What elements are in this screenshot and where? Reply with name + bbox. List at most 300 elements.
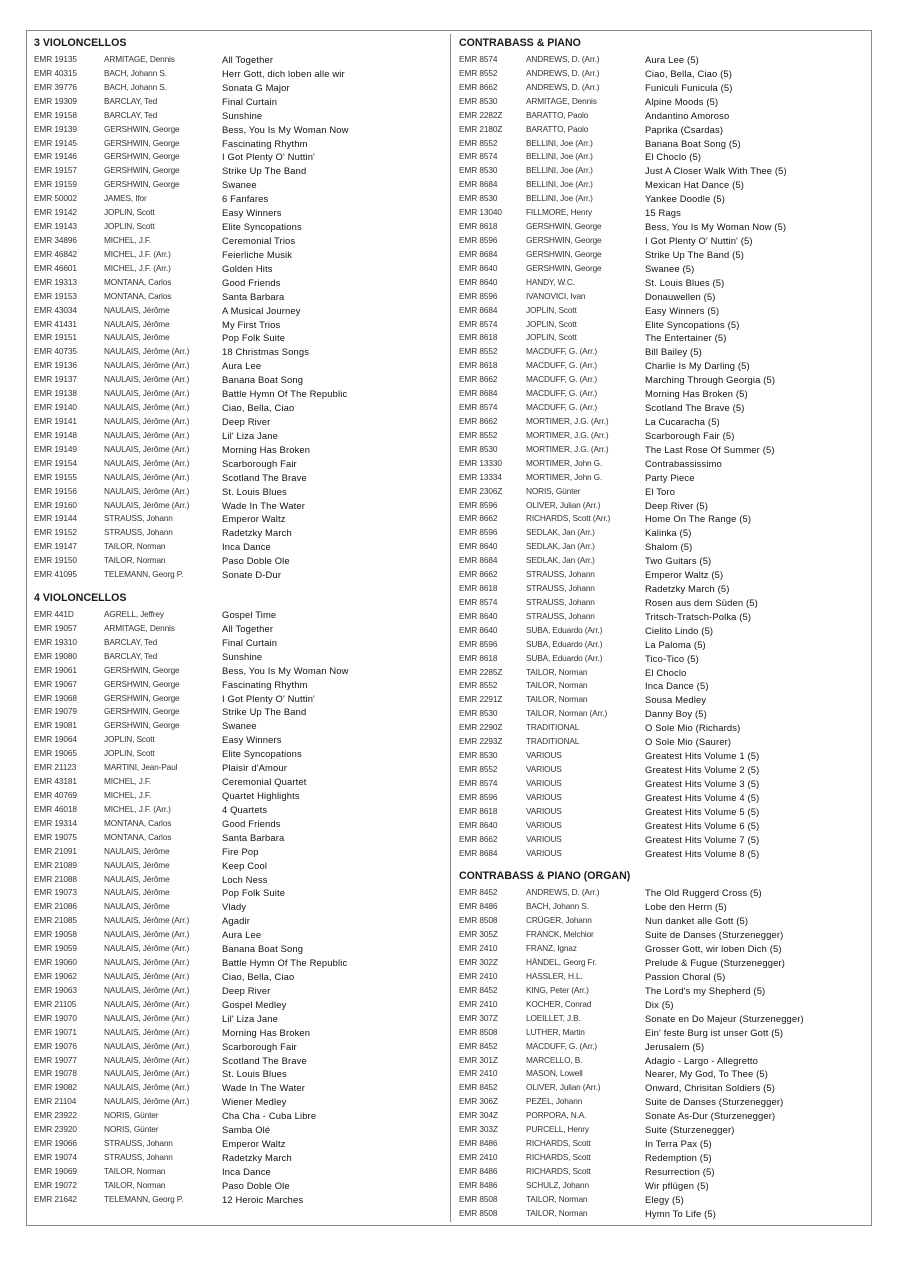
composer-name: VARIOUS: [526, 833, 562, 844]
work-title: Morning Has Broken: [222, 1026, 311, 1038]
catalog-number: EMR 13330: [459, 457, 502, 468]
catalog-row: [34, 859, 446, 873]
catalog-number: EMR 19142: [34, 207, 77, 218]
catalog-row: [34, 900, 446, 914]
work-title: Suite de Danses (Sturzenegger): [645, 929, 784, 941]
catalog-number: EMR 19144: [34, 513, 77, 524]
composer-name: GERSHWIN, George: [526, 221, 602, 232]
catalog-number: EMR 8552: [459, 680, 498, 691]
composer-name: NAULAIS, Jérôme: [104, 332, 170, 343]
catalog-number: EMR 8552: [459, 137, 498, 148]
catalog-row: [34, 457, 446, 471]
catalog-number: EMR 46601: [34, 262, 77, 273]
composer-name: STRAUSS, Johann: [104, 513, 173, 524]
work-title: Santa Barbara: [222, 831, 285, 843]
work-title: Paprika (Csardas): [645, 123, 724, 135]
catalog-row: [459, 1026, 867, 1040]
work-title: Pop Folk Suite: [222, 332, 286, 344]
catalog-row: [459, 652, 867, 666]
catalog-row: [459, 499, 867, 513]
catalog-number: EMR 8640: [459, 262, 498, 273]
work-title: Paso Doble Ole: [222, 1179, 290, 1191]
composer-name: NAULAIS, Jérôme (Arr.): [104, 360, 190, 371]
work-title: Funiculi Funicula (5): [645, 81, 733, 93]
work-title: Greatest Hits Volume 7 (5): [645, 833, 760, 845]
catalog-row: [459, 401, 867, 415]
work-title: Aura Lee: [222, 360, 262, 372]
work-title: Cha Cha - Cuba Libre: [222, 1110, 317, 1122]
work-title: Adagio - Largo - Allegretto: [645, 1054, 758, 1066]
composer-name: BELLINI, Joe (Arr.): [526, 165, 593, 176]
work-title: A Musical Journey: [222, 304, 301, 316]
catalog-row: [34, 471, 446, 485]
work-title: Greatest Hits Volume 6 (5): [645, 819, 760, 831]
work-title: Fascinating Rhythm: [222, 678, 308, 690]
catalog-row: [459, 331, 867, 345]
composer-name: NAULAIS, Jérôme (Arr.): [104, 402, 190, 413]
section-title: CONTRABASS & PIANO: [459, 37, 581, 49]
composer-name: NAULAIS, Jérôme (Arr.): [104, 415, 190, 426]
work-title: Strike Up The Band: [222, 706, 307, 718]
work-title: Just A Closer Walk With Thee (5): [645, 165, 787, 177]
work-title: Easy Winners (5): [645, 304, 720, 316]
catalog-row: [34, 1012, 446, 1026]
catalog-row: [34, 650, 446, 664]
work-title: Good Friends: [222, 817, 281, 829]
catalog-number: EMR 19149: [34, 443, 77, 454]
catalog-row: [459, 1137, 867, 1151]
work-title: Fire Pop: [222, 845, 259, 857]
catalog-number: EMR 19138: [34, 388, 77, 399]
catalog-number: EMR 2410: [459, 943, 498, 954]
catalog-row: [34, 373, 446, 387]
catalog-row: [34, 164, 446, 178]
catalog-number: EMR 8552: [459, 764, 498, 775]
work-title: Suite (Sturzenegger): [645, 1124, 735, 1136]
catalog-number: EMR 8452: [459, 887, 498, 898]
catalog-number: EMR 19082: [34, 1082, 77, 1093]
composer-name: BARCLAY, Ted: [104, 636, 158, 647]
composer-name: STRAUSS, Johann: [526, 583, 595, 594]
catalog-row: [459, 485, 867, 499]
composer-name: ANDREWS, D. (Arr.): [526, 54, 600, 64]
catalog-number: EMR 13334: [459, 471, 502, 482]
work-title: Scarborough Fair (5): [645, 429, 735, 441]
composer-name: JAMES, Ifor: [104, 193, 147, 204]
catalog-number: EMR 21089: [34, 859, 77, 870]
composer-name: BARATTO, Paolo: [526, 123, 589, 134]
catalog-number: EMR 8684: [459, 388, 498, 399]
composer-name: GERSHWIN, George: [104, 678, 180, 689]
catalog-row: [459, 318, 867, 332]
work-title: Easy Winners: [222, 207, 282, 219]
work-title: Resurrection (5): [645, 1165, 715, 1177]
composer-name: GERSHWIN, George: [104, 692, 180, 703]
work-title: Elite Syncopations (5): [645, 318, 740, 330]
work-title: Cielito Lindo (5): [645, 624, 714, 636]
section-contrabass-piano-organ: [459, 867, 867, 1220]
composer-name: GERSHWIN, George: [104, 151, 180, 162]
composer-name: STRAUSS, Johann: [526, 610, 595, 621]
composer-name: HASSLER, H.L.: [526, 971, 583, 981]
catalog-row: [34, 387, 446, 401]
catalog-row: [459, 970, 867, 984]
composer-name: TAILOR, Norman: [526, 666, 588, 677]
composer-name: IVANOVICI, Ivan: [526, 290, 586, 301]
catalog-row: [34, 304, 446, 318]
composer-name: ANDREWS, D. (Arr.): [526, 81, 600, 92]
catalog-number: EMR 2180Z: [459, 123, 503, 134]
catalog-number: EMR 8618: [459, 221, 498, 232]
catalog-row: [459, 429, 867, 443]
composer-name: BACH, Johann S.: [104, 67, 167, 78]
work-title: Scotland The Brave: [222, 1054, 307, 1066]
catalog-row: [34, 318, 446, 332]
composer-name: BACH, Johann S.: [526, 901, 589, 912]
catalog-number: EMR 2290Z: [459, 722, 503, 733]
catalog-row: [34, 817, 446, 831]
composer-name: JOPLIN, Scott: [526, 318, 577, 329]
catalog-list: [34, 53, 446, 582]
catalog-row: [459, 1151, 867, 1165]
catalog-row: [459, 956, 867, 970]
work-title: Final Curtain: [222, 636, 278, 648]
section-title: 4 VIOLONCELLOS: [34, 592, 127, 605]
catalog-row: [34, 831, 446, 845]
work-title: Dix (5): [645, 998, 674, 1010]
composer-name: GERSHWIN, George: [104, 706, 180, 717]
work-title: Sunshine: [222, 650, 263, 662]
catalog-row: [459, 928, 867, 942]
work-title: O Sole Mio (Saurer): [645, 736, 732, 748]
catalog-number: EMR 19310: [34, 636, 77, 647]
work-title: Rosen aus dem Süden (5): [645, 596, 758, 608]
work-title: 15 Rags: [645, 207, 681, 219]
catalog-row: [459, 777, 867, 791]
catalog-number: EMR 8640: [459, 624, 498, 635]
work-title: Shalom (5): [645, 541, 693, 553]
catalog-row: [459, 178, 867, 192]
catalog-number: EMR 19152: [34, 527, 77, 538]
catalog-row: [34, 512, 446, 526]
catalog-number: EMR 46842: [34, 248, 77, 259]
catalog-row: [459, 1095, 867, 1109]
catalog-number: EMR 19079: [34, 706, 77, 717]
catalog-number: EMR 8530: [459, 708, 498, 719]
work-title: Swanee (5): [645, 262, 695, 274]
catalog-number: EMR 8662: [459, 415, 498, 426]
catalog-number: EMR 19081: [34, 720, 77, 731]
work-title: Ciao, Bella, Ciao (5): [645, 67, 733, 79]
composer-name: SUBA, Eduardo (Arr.): [526, 638, 603, 649]
composer-name: GERSHWIN, George: [104, 165, 180, 176]
composer-name: MONTANA, Carlos: [104, 817, 172, 828]
catalog-row: [34, 443, 446, 457]
catalog-number: EMR 8552: [459, 67, 498, 78]
work-title: Gospel Time: [222, 609, 277, 621]
work-title: Hymn To Life (5): [645, 1207, 716, 1219]
catalog-number: EMR 19154: [34, 457, 77, 468]
catalog-number: EMR 39776: [34, 81, 77, 92]
composer-name: VARIOUS: [526, 764, 562, 775]
composer-name: GERSHWIN, George: [104, 664, 180, 675]
work-title: Sonate D-Dur: [222, 569, 282, 581]
work-title: Onward, Chrisitan Soldiers (5): [645, 1082, 776, 1094]
catalog-row: [34, 928, 446, 942]
work-title: Swanee: [222, 179, 257, 191]
work-title: The Old Ruggerd Cross (5): [645, 887, 762, 899]
catalog-number: EMR 8684: [459, 248, 498, 259]
catalog-number: EMR 8684: [459, 555, 498, 566]
work-title: Passion Choral (5): [645, 971, 726, 982]
section-3-violoncellos: [34, 34, 446, 582]
catalog-row: [459, 693, 867, 707]
work-title: Prelude & Fugue (Sturzenegger): [645, 957, 785, 969]
catalog-row: [34, 942, 446, 956]
composer-name: VARIOUS: [526, 750, 562, 761]
composer-name: NORIS, Günter: [526, 485, 581, 496]
catalog-number: EMR 2293Z: [459, 736, 503, 747]
composer-name: BELLINI, Joe (Arr.): [526, 151, 593, 162]
catalog-row: [459, 791, 867, 805]
composer-name: VARIOUS: [526, 819, 562, 830]
composer-name: MACDUFF, G. (Arr.): [526, 360, 598, 371]
section-contrabass-piano: [459, 34, 867, 860]
composer-name: JOPLIN, Scott: [104, 734, 155, 745]
catalog-row: [459, 1165, 867, 1179]
catalog-row: [34, 1151, 446, 1165]
catalog-number: EMR 19068: [34, 692, 77, 703]
work-title: Keep Cool: [222, 859, 268, 871]
catalog-number: EMR 19157: [34, 165, 77, 176]
composer-name: NAULAIS, Jérôme (Arr.): [104, 388, 190, 399]
work-title: Bess, You Is My Woman Now (5): [645, 221, 787, 233]
work-title: Strike Up The Band (5): [645, 248, 745, 260]
composer-name: SEDLAK, Jan (Arr.): [526, 541, 595, 552]
catalog-number: EMR 19145: [34, 137, 77, 148]
work-title: Scotland The Brave (5): [645, 402, 745, 414]
work-title: Easy Winners: [222, 734, 282, 746]
composer-name: NAULAIS, Jérôme (Arr.): [104, 943, 190, 954]
composer-name: GERSHWIN, George: [104, 123, 180, 134]
catalog-row: [34, 262, 446, 276]
work-title: Bess, You Is My Woman Now: [222, 123, 349, 135]
catalog-number: EMR 8596: [459, 234, 498, 245]
work-title: Greatest Hits Volume 8 (5): [645, 847, 760, 859]
composer-name: NORIS, Günter: [104, 1124, 159, 1135]
work-title: Inca Dance: [222, 541, 271, 553]
composer-name: NAULAIS, Jérôme (Arr.): [104, 929, 190, 940]
catalog-row: [34, 415, 446, 429]
catalog-row: [459, 415, 867, 429]
catalog-row: [34, 499, 446, 513]
work-title: Charlie Is My Darling (5): [645, 360, 750, 372]
composer-name: ARMITAGE, Dennis: [526, 95, 597, 106]
catalog-row: [459, 540, 867, 554]
catalog-number: EMR 8486: [459, 1179, 498, 1190]
catalog-row: [459, 164, 867, 178]
work-title: Good Friends: [222, 276, 281, 288]
catalog-row: [34, 1165, 446, 1179]
catalog-row: [459, 666, 867, 680]
catalog-row: [459, 150, 867, 164]
work-title: Greatest Hits Volume 1 (5): [645, 750, 760, 762]
composer-name: BARATTO, Paolo: [526, 109, 589, 120]
catalog-row: [34, 220, 446, 234]
work-title: Gospel Medley: [222, 998, 287, 1010]
composer-name: BARCLAY, Ted: [104, 109, 158, 120]
work-title: Radetzky March: [222, 1151, 292, 1163]
composer-name: GERSHWIN, George: [526, 262, 602, 273]
work-title: Wir pflügen (5): [645, 1179, 709, 1191]
catalog-row: [34, 429, 446, 443]
catalog-row: [34, 775, 446, 789]
catalog-number: EMR 34896: [34, 234, 77, 245]
catalog-number: EMR 302Z: [459, 957, 498, 968]
catalog-row: [34, 67, 446, 81]
catalog-row: [459, 276, 867, 290]
catalog-row: [34, 554, 446, 568]
work-title: Final Curtain: [222, 95, 278, 107]
catalog-number: EMR 21105: [34, 998, 77, 1009]
catalog-number: EMR 19309: [34, 95, 77, 106]
composer-name: MARCELLO, B.: [526, 1054, 583, 1065]
catalog-row: [459, 457, 867, 471]
composer-name: TELEMANN, Georg P.: [104, 1193, 184, 1204]
catalog-number: EMR 2306Z: [459, 485, 503, 496]
catalog-row: [459, 942, 867, 956]
catalog-number: EMR 8452: [459, 984, 498, 995]
composer-name: NAULAIS, Jérôme: [104, 318, 170, 329]
composer-name: TAILOR, Norman: [104, 555, 166, 566]
catalog-row: [459, 53, 867, 67]
catalog-row: [34, 747, 446, 761]
composer-name: JOPLIN, Scott: [104, 748, 155, 759]
composer-name: LUTHER, Martin: [526, 1026, 585, 1037]
work-title: 4 Quartets: [222, 803, 268, 815]
catalog-number: EMR 8618: [459, 360, 498, 371]
catalog-number: EMR 21085: [34, 915, 77, 926]
composer-name: NAULAIS, Jérôme: [104, 304, 170, 315]
catalog-row: [459, 137, 867, 151]
composer-name: CRÜGER, Johann: [526, 915, 592, 926]
catalog-number: EMR 19061: [34, 664, 77, 675]
catalog-row: [34, 678, 446, 692]
catalog-number: EMR 303Z: [459, 1124, 498, 1135]
composer-name: NAULAIS, Jérôme (Arr.): [104, 485, 190, 496]
work-title: Deep River (5): [645, 499, 709, 511]
catalog-number: EMR 8618: [459, 332, 498, 343]
work-title: Greatest Hits Volume 2 (5): [645, 764, 760, 776]
catalog-row: [34, 150, 446, 164]
composer-name: SEDLAK, Jan (Arr.): [526, 555, 595, 566]
catalog-number: EMR 19067: [34, 678, 77, 689]
catalog-number: EMR 43181: [34, 776, 77, 787]
composer-name: BELLINI, Joe (Arr.): [526, 193, 593, 204]
composer-name: TAILOR, Norman: [104, 541, 166, 552]
catalog-number: EMR 19135: [34, 54, 77, 64]
composer-name: FRANZ, Ignaz: [526, 943, 577, 954]
composer-name: ARMITAGE, Dennis: [104, 54, 175, 64]
catalog-row: [34, 998, 446, 1012]
catalog-row: [34, 53, 446, 67]
work-title: Two Guitars (5): [645, 555, 712, 567]
catalog-number: EMR 23920: [34, 1124, 77, 1135]
composer-name: TAILOR, Norman: [104, 1179, 166, 1190]
catalog-row: [459, 359, 867, 373]
work-title: Jerusalem (5): [645, 1040, 705, 1052]
catalog-number: EMR 23922: [34, 1110, 77, 1121]
catalog-number: EMR 8662: [459, 833, 498, 844]
work-title: Golden Hits: [222, 262, 273, 274]
work-title: Morning Has Broken (5): [645, 388, 748, 400]
composer-name: TAILOR, Norman: [526, 1193, 588, 1204]
catalog-row: [34, 636, 446, 650]
catalog-row: [34, 1067, 446, 1081]
composer-name: OLIVER, Julian (Arr.): [526, 499, 601, 510]
catalog-number: EMR 8596: [459, 499, 498, 510]
catalog-row: [459, 1012, 867, 1026]
catalog-row: [459, 67, 867, 81]
catalog-row: [34, 705, 446, 719]
catalog-number: EMR 301Z: [459, 1054, 498, 1065]
composer-name: NAULAIS, Jérôme (Arr.): [104, 971, 190, 981]
catalog-list: [459, 886, 867, 1220]
work-title: Radetzky March (5): [645, 583, 730, 595]
work-title: Battle Hymn Of The Republic: [222, 957, 348, 969]
composer-name: MICHEL, J.F. (Arr.): [104, 803, 171, 814]
work-title: Scotland The Brave: [222, 471, 307, 483]
composer-name: TAILOR, Norman: [526, 680, 588, 691]
work-title: Deep River: [222, 415, 271, 427]
catalog-row: [459, 1040, 867, 1054]
work-title: Santa Barbara: [222, 290, 285, 302]
catalog-row: [459, 721, 867, 735]
catalog-row: [34, 984, 446, 998]
work-title: Banana Boat Song: [222, 374, 304, 386]
catalog-row: [459, 1207, 867, 1221]
work-title: Tico-Tico (5): [645, 652, 699, 664]
composer-name: NAULAIS, Jérôme (Arr.): [104, 429, 190, 440]
composer-name: NAULAIS, Jérôme (Arr.): [104, 984, 190, 995]
composer-name: NAULAIS, Jérôme (Arr.): [104, 471, 190, 482]
catalog-number: EMR 19066: [34, 1138, 77, 1149]
catalog-number: EMR 8530: [459, 750, 498, 761]
catalog-row: [459, 109, 867, 123]
composer-name: NAULAIS, Jérôme (Arr.): [104, 1096, 190, 1107]
composer-name: NAULAIS, Jérôme (Arr.): [104, 457, 190, 468]
catalog-row: [459, 192, 867, 206]
catalog-row: [459, 596, 867, 610]
work-title: Paso Doble Ole: [222, 555, 290, 567]
catalog-number: EMR 8574: [459, 777, 498, 788]
catalog-row: [34, 290, 446, 304]
catalog-number: EMR 21642: [34, 1193, 77, 1204]
catalog-row: [34, 206, 446, 220]
catalog-row: [34, 192, 446, 206]
composer-name: NAULAIS, Jérôme (Arr.): [104, 1068, 190, 1079]
catalog-number: EMR 8662: [459, 81, 498, 92]
work-title: La Cucaracha (5): [645, 415, 720, 427]
work-title: Loch Ness: [222, 873, 268, 885]
catalog-number: EMR 50002: [34, 193, 77, 204]
work-title: St. Louis Blues (5): [645, 276, 725, 288]
catalog-row: [459, 234, 867, 248]
composer-name: MONTANA, Carlos: [104, 290, 172, 301]
composer-name: NAULAIS, Jérôme (Arr.): [104, 998, 190, 1009]
catalog-number: EMR 2285Z: [459, 666, 503, 677]
composer-name: NAULAIS, Jérôme (Arr.): [104, 1026, 190, 1037]
